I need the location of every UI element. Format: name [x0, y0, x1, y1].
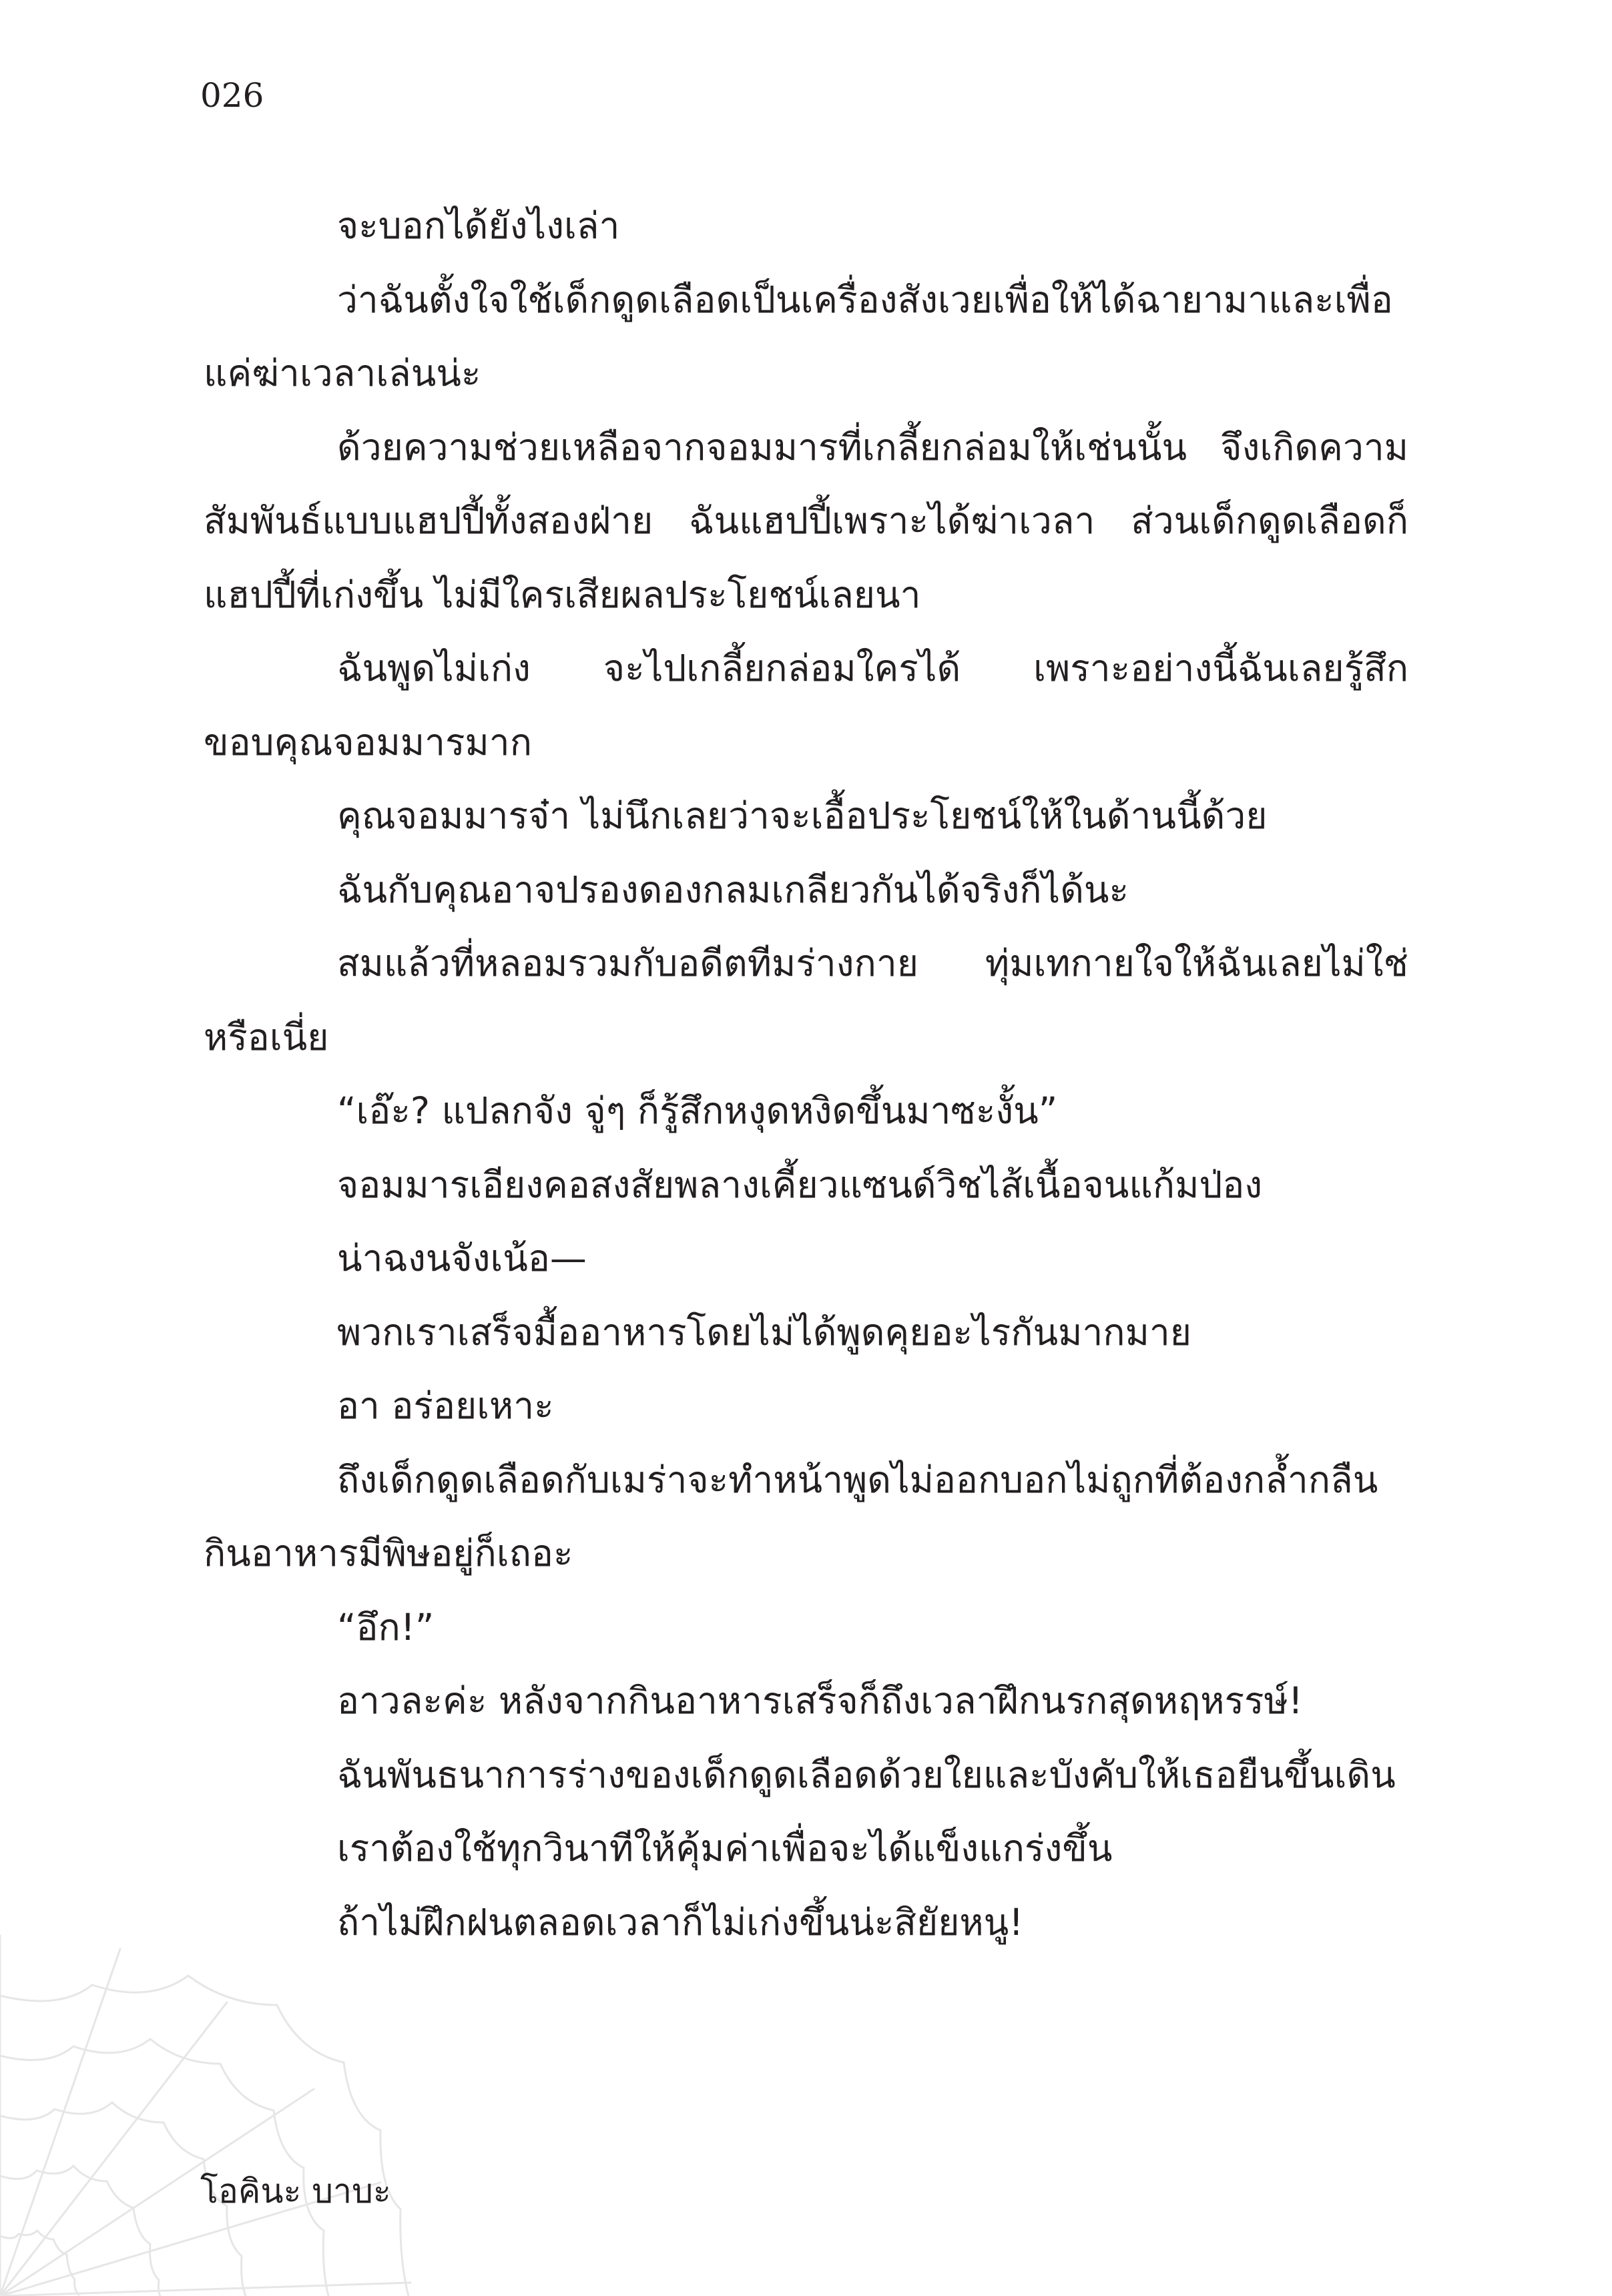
paragraph: ฉันพูดไม่เก่ง จะไปเกลี้ยกล่อมใครได้ เพราะอย่างนี้ฉันเลยรู้สึกขอบคุณจอมมารมาก	[204, 647, 1408, 764]
text-body	[204, 189, 1408, 1959]
paragraph: เราต้องใช้ทุกวินาทีให้คุ้มค่าเพื่อจะได้แข็งแกร่งขึ้น	[337, 1827, 1113, 1870]
spider-web-icon	[0, 1922, 414, 2296]
paragraph: พวกเราเสร็จมื้ออาหารโดยไม่ได้พูดคุยอะไรกันมากมาย	[337, 1310, 1191, 1354]
paragraph: อา อร่อยเหาะ	[337, 1384, 554, 1427]
paragraph: ถึงเด็กดูดเลือดกับเมร่าจะทำหน้าพูดไม่ออกบอกไม่ถูกที่ต้องกล้ำกลืนกินอาหารมีพิษอยู่ก็เถอะ	[204, 1458, 1378, 1574]
paragraph: ฉันพันธนาการร่างของเด็กดูดเลือดด้วยใยและบังคับให้เธอยืนขึ้นเดิน	[337, 1753, 1396, 1796]
paragraph: น่าฉงนจังเน้อ—	[337, 1237, 587, 1279]
page-number: 026	[200, 76, 264, 115]
paragraph: ด้วยความช่วยเหลือจากจอมมารที่เกลี้ยกล่อมให้เช่นนั้น จึงเกิดความสัมพันธ์แบบแฮปปี้ทั้งสองฝ่าย ฉันแฮปปี้เพราะได้ฆ่าเวลา ส่วนเด็กดูดเลือดก็แฮปปี้ที่เก่งขึ้น ไม่มีใครเสียผลประโยชน์เลยนา	[204, 425, 1408, 616]
paragraph: “อึก!”	[337, 1605, 435, 1649]
paragraph: สมแล้วที่หลอมรวมกับอดีตทีมร่างกาย ทุ่มเทกายใจให้ฉันเลยไม่ใช่หรือเนี่ย	[204, 942, 1408, 1059]
paragraph: ถ้าไม่ฝึกฝนตลอดเวลาก็ไม่เก่งขึ้นน่ะสิยัยหนู!	[337, 1900, 1024, 1944]
paragraph: จะบอกได้ยังไงเล่า	[337, 204, 620, 247]
book-title: โอคินะ บาบะ	[200, 2172, 391, 2211]
paragraph: อาวละค่ะ หลังจากกินอาหารเสร็จก็ถึงเวลาฝึกนรกสุดหฤหรรษ์!	[337, 1679, 1303, 1722]
paragraph: จอมมารเอียงคอสงสัยพลางเคี้ยวแซนด์วิชไส้เนื้อจนแก้มป่อง	[337, 1163, 1263, 1206]
paragraph: ฉันกับคุณอาจปรองดองกลมเกลียวกันได้จริงก็ได้นะ	[337, 868, 1129, 911]
paragraph: คุณจอมมารจ๋า ไม่นึกเลยว่าจะเอื้อประโยชน์ให้ในด้านนี้ด้วย	[337, 794, 1268, 837]
paragraph: “เอ๊ะ? แปลกจัง จู่ๆ ก็รู้สึกหงุดหงิดขึ้นมาซะงั้น”	[337, 1089, 1058, 1132]
paragraph: ว่าฉันตั้งใจใช้เด็กดูดเลือดเป็นเครื่องสังเวยเพื่อให้ได้ฉายามาและเพื่อแค่ฆ่าเวลาเล่นน่ะ	[204, 278, 1393, 394]
